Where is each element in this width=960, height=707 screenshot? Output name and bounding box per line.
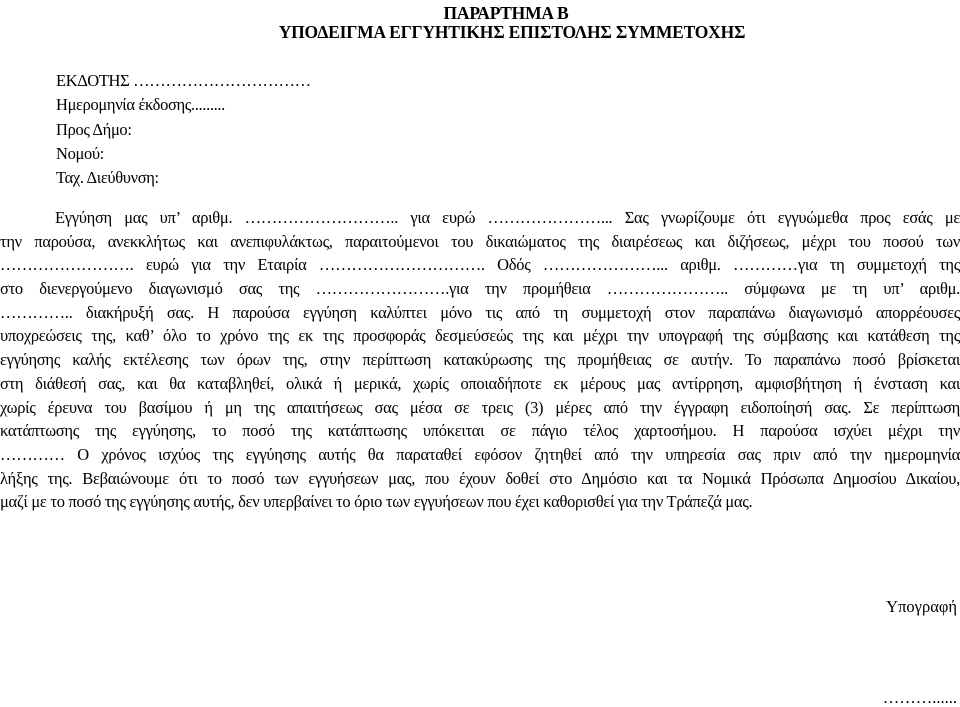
- appendix-title: ΠΑΡΑΡΤΗΜΑ Β: [443, 3, 569, 23]
- body-line: ………….. διακήρυξή σας. Η παρούσα εγγύηση καλύπτει μόνο τις από τη συμμετοχή στον παραπάνω διαγωνισμό απορρέουσες: [0, 302, 960, 322]
- body-line: χωρίς έρευνα του βασίμου ή μη της απαιτήσεως σας μέσα σε τρεις (3) μέρες από την έγγραφη ειδοποίησή σας. Σε περίπτωση: [0, 397, 960, 417]
- recipient-municipality-line: Προς Δήμο:: [56, 119, 132, 139]
- guarantee-body: [0, 206, 960, 514]
- body-line: υποχρεώσεις της, καθ’ όλο το χρόνο της εκ της προσφοράς δεσμεύσεώς της και μέχρι την υπογραφή της σύμβασης και κατάθεση της: [0, 326, 960, 346]
- body-line: ……………………. ευρώ για την Εταιρία …………………………. Οδός …………………... αριθμ. …………για τη συμμετοχή της: [0, 255, 960, 275]
- signature-placeholder: ………......: [882, 688, 957, 707]
- body-line: ………… Ο χρόνος ισχύος της εγγύησης αυτής θα παραταθεί εφόσον ζητηθεί από την υπηρεσία σας πριν από την ημερομηνία: [0, 444, 960, 464]
- prefecture-line: Νομού:: [56, 143, 104, 163]
- postal-address-line: Ταχ. Διεύθυνση:: [56, 168, 159, 188]
- issue-date-line: Ημερομηνία έκδοσης.........: [56, 95, 225, 115]
- body-line: εγγύησης καλής εκτέλεσης των όρων της, στην περίπτωση κατακύρωσης της προμήθειας σε αυτήν. Το παραπάνω ποσό βρίσκεται: [0, 350, 960, 370]
- body-line: Εγγύηση μας υπ’ αριθμ. ……………………….. για ευρώ …………………... Σας γνωρίζουμε ότι εγγυώμεθα προς εσάς με: [55, 208, 960, 227]
- body-line: λήξης της. Βεβαιώνουμε ότι το ποσό των εγγυήσεων μας, που έχουν δοθεί στο Δημόσιο και τα Νομικά Πρόσωπα Δημοσίου Δικαίου,: [0, 468, 960, 488]
- issuer-block: [56, 69, 311, 190]
- issuer-line: ΕΚΔΟΤΗΣ ……………………………: [56, 71, 311, 90]
- body-line: μαζί με το ποσό της εγγύησης αυτής, δεν υπερβαίνει το όριο των εγγυήσεων που έχει καθορισθεί για την Τράπεζά μας.: [0, 492, 753, 512]
- document-subtitle: ΥΠΟΔΕΙΓΜΑ ΕΓΓΥΗΤΙΚΗΣ ΕΠΙΣΤΟΛΗΣ ΣΥΜΜΕΤΟΧΗΣ: [278, 22, 746, 42]
- body-line: στη διάθεσή σας, και θα καταβληθεί, ολικά ή μερικά, χωρίς οποιαδήποτε εκ μέρους μας αντίρρηση, αμφισβήτηση ή ένσταση και: [0, 373, 960, 393]
- signature-label: Υπογραφή: [886, 597, 957, 616]
- body-line: την παρούσα, ανεκκλήτως και ανεπιφυλάκτως, παραιτούμενοι του δικαιώματος της διαιρέσεως και διζήσεως, μέχρι του ποσού των: [0, 231, 960, 251]
- body-line: κατάπτωσης της εγγύησης, το ποσό της κατάπτωσης υπόκειται σε πάγιο τέλος χαρτοσήμου. Η παρούσα ισχύει μέχρι την: [0, 421, 960, 441]
- body-line: στο διενεργούμενο διαγωνισμό σας της …………………….για την προμήθεια ………………….. σύμφωνα με τη υπ’ αριθμ.: [0, 279, 960, 299]
